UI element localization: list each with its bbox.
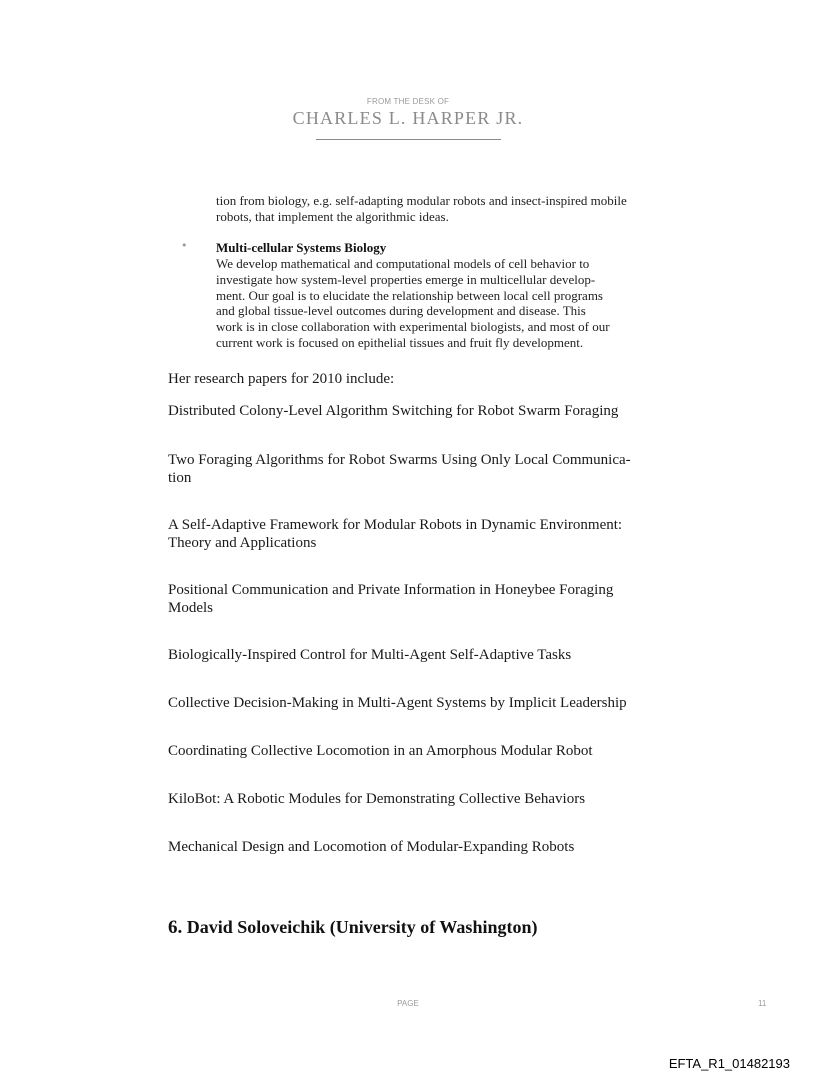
papers-intro: Her research papers for 2010 include:: [168, 371, 395, 387]
paper-title: A Self-Adaptive Framework for Modular Robots in Dynamic Environment: Theory and Applications: [168, 517, 623, 551]
bullet-line: ment. Our goal is to elucidate the relationship between local cell programs: [216, 287, 603, 303]
footer-page-number: 11: [758, 999, 767, 1008]
paper-title: Distributed Colony-Level Algorithm Switching for Robot Swarm Foraging: [168, 403, 619, 419]
continuation-paragraph: tion from biology, e.g. self-adapting modular robots and insect-inspired mobile robots, that implement the algorithmic ideas.: [216, 193, 627, 224]
section-number: 6.: [168, 917, 183, 938]
paper-title: Coordinating Collective Locomotion in an Amorphous Modular Robot: [168, 743, 593, 759]
bullet-line: work is in close collaboration with experimental biologists, and most of our: [216, 319, 610, 335]
paper-title: Biologically-Inspired Control for Multi-Agent Self-Adaptive Tasks: [168, 647, 572, 663]
bullet-title: Multi-cellular Systems Biology: [216, 240, 387, 255]
paper-title: Collective Decision-Making in Multi-Agent Systems by Implicit Leadership: [168, 695, 627, 711]
paper-title: Mechanical Design and Locomotion of Modular-Expanding Robots: [168, 839, 575, 855]
letterhead-name: CHARLES L. HARPER JR.: [292, 108, 524, 128]
bullet-line: current work is focused on epithelial tissues and fruit fly development.: [216, 334, 584, 350]
letterhead-from-line: FROM THE DESK OF: [366, 97, 450, 106]
section-heading: [168, 917, 537, 939]
section-title: David Soloveichik (University of Washington): [186, 917, 538, 937]
letterhead-rule: [316, 139, 501, 140]
footer-page-label: PAGE: [397, 999, 419, 1008]
paper-title: KiloBot: A Robotic Modules for Demonstrating Collective Behaviors: [168, 791, 586, 807]
paper-title: Two Foraging Algorithms for Robot Swarms Using Only Local Communica- tion: [168, 452, 631, 486]
paper-title: Positional Communication and Private Information in Honeybee Foraging Models: [168, 582, 614, 616]
bullet-line: investigate how system-level properties emerge in multicellular develop-: [216, 271, 596, 287]
document-id: EFTA_R1_01482193: [668, 1056, 790, 1071]
bullet-marker: •: [181, 239, 188, 252]
bullet-body: [216, 256, 656, 351]
bullet-line: We develop mathematical and computational models of cell behavior to: [216, 256, 590, 271]
bullet-line: and global tissue-level outcomes during development and disease. This: [216, 303, 586, 319]
